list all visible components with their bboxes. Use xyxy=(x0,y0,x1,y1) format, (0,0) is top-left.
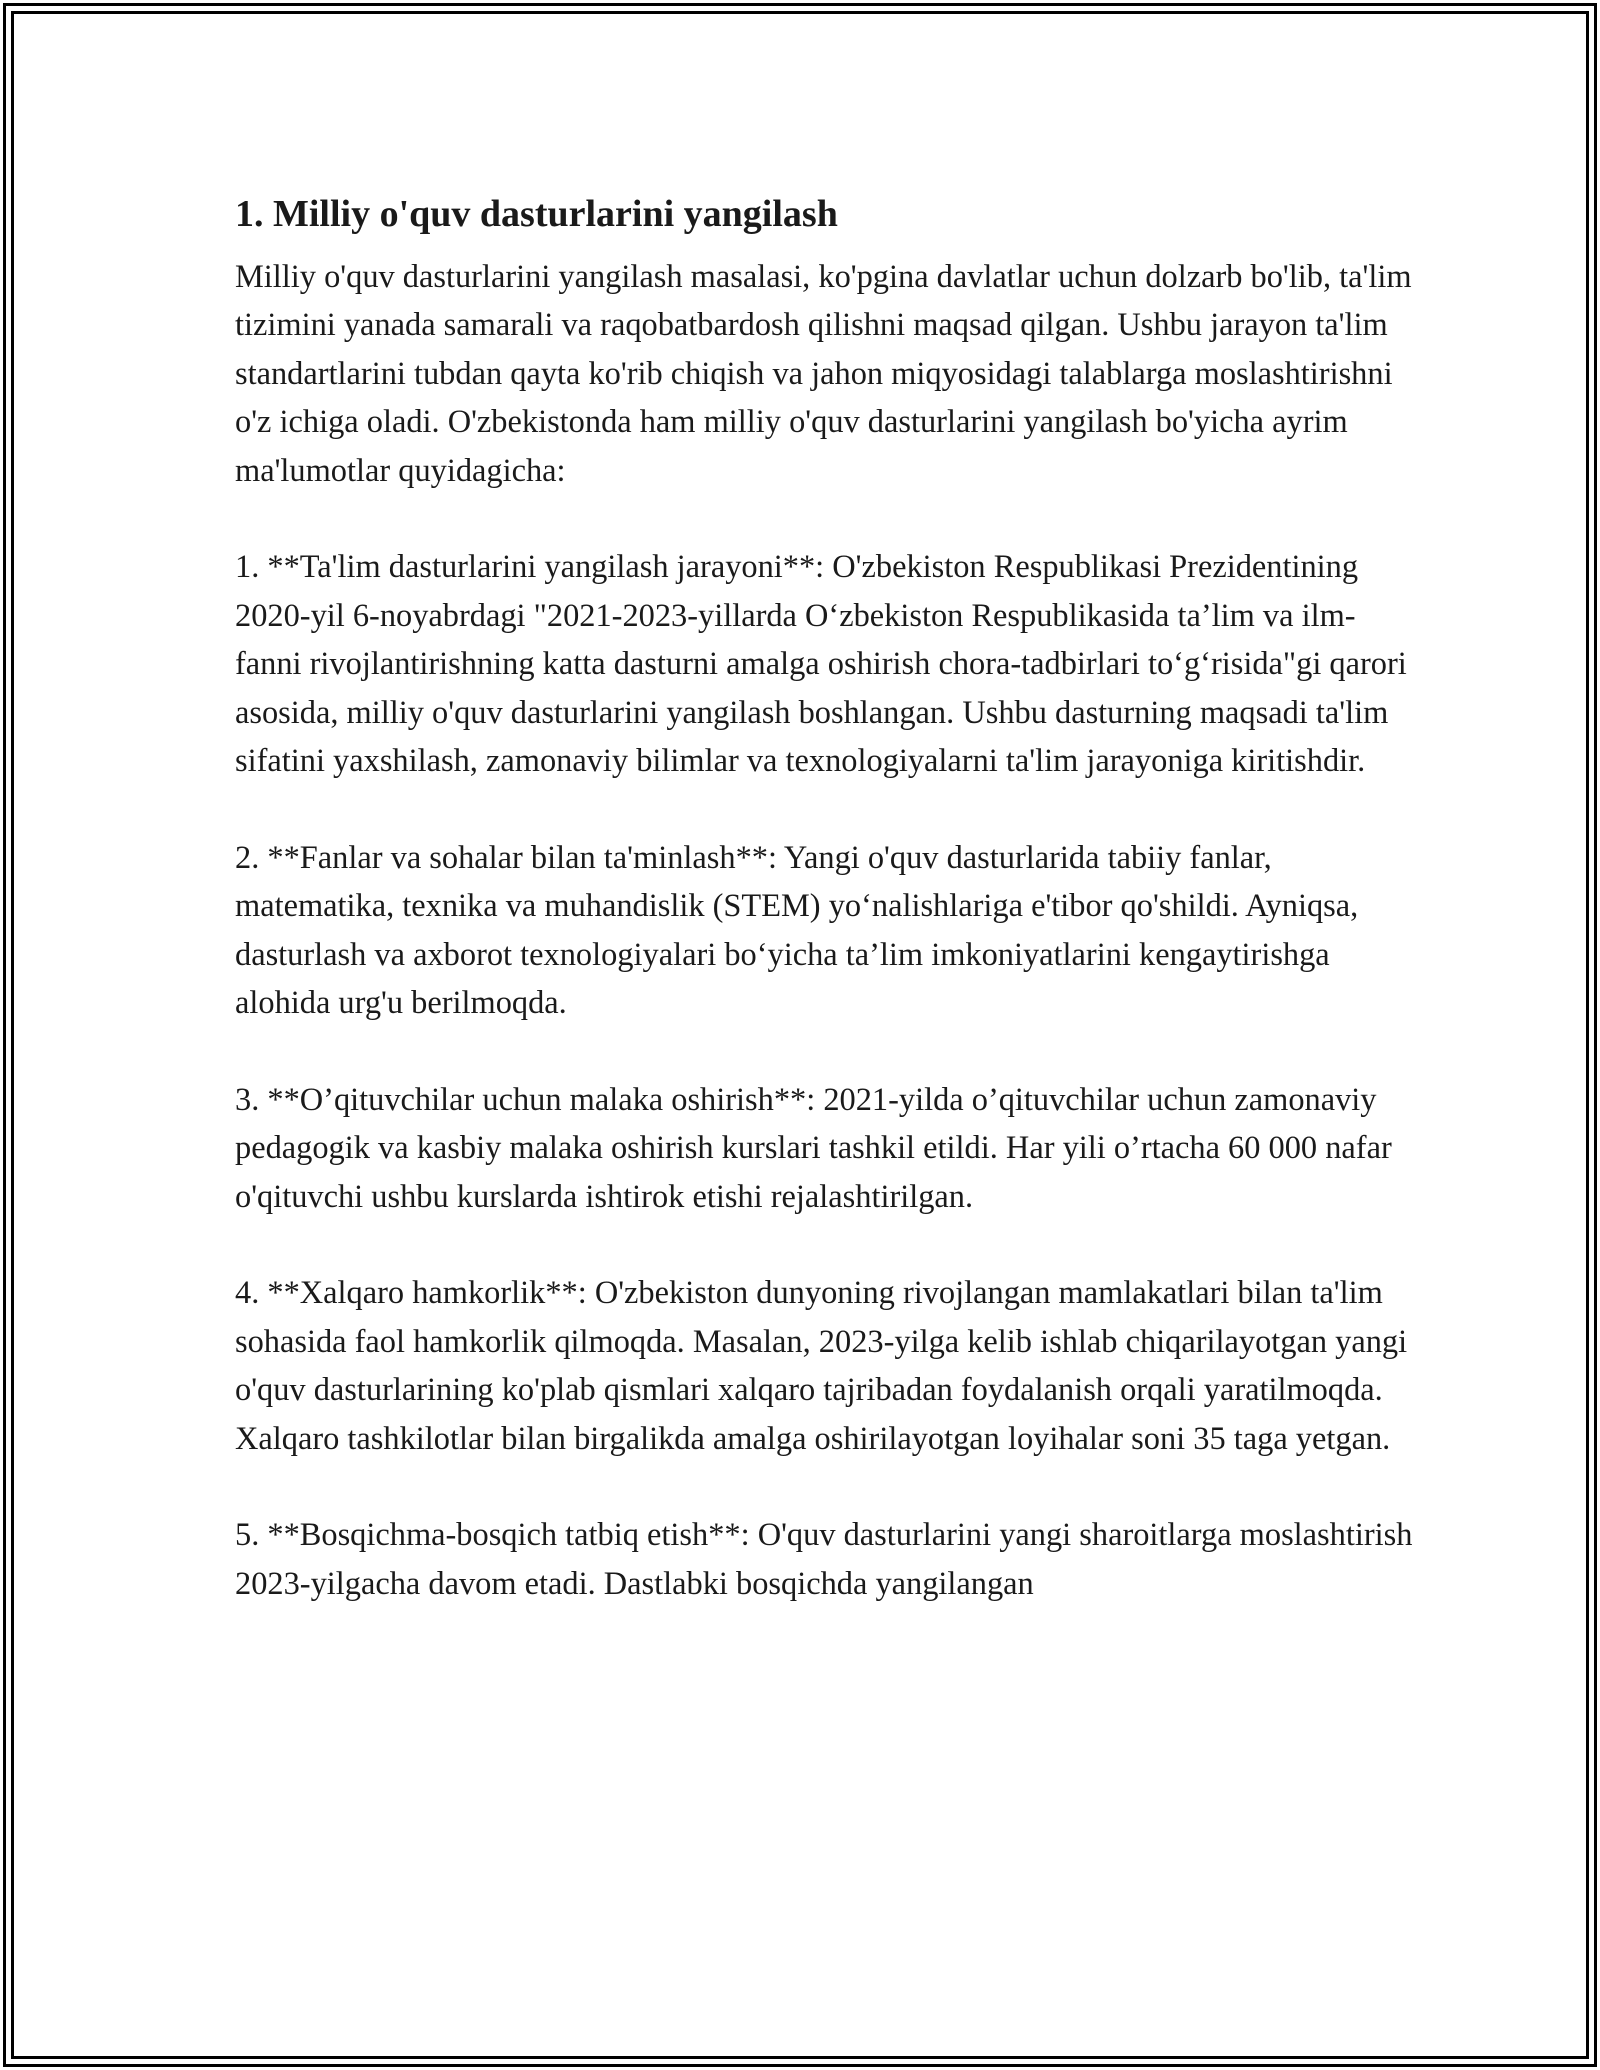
list-item-1: 1. **Ta'lim dasturlarini yangilash jarayoni**: O'zbekiston Respublikasi Prezidentining 2020-yil 6-noyabrdagi "2021-2023-yillarda O‘zbekiston Respublikasida ta’lim va ilm-fanni rivojlantirishning katta dasturni amalga oshirish chora-tadbirlari to‘g‘risida"gi qarori asosida, milliy o'quv dasturlarini yangilash boshlangan. Ushbu dasturning maqsadi ta'lim sifatini yaxshilash, zamonaviy bilimlar va texnologiyalarni ta'lim jarayoniga kiritishdir. xyxy=(235,549,1407,780)
list-item-4: 4. **Xalqaro hamkorlik**: O'zbekiston dunyoning rivojlangan mamlakatlari bilan ta'lim sohasida faol hamkorlik qilmoqda. Masalan, 2023-yilga kelib ishlab chiqarilayotgan yangi o'quv dasturlarining ko'plab qismlari xalqaro tajribadan foydalanish orqali yaratilmoqda. Xalqaro tashkilotlar bilan birgalikda amalga oshirilayotgan loyihalar soni 35 taga yetgan. xyxy=(235,1275,1408,1457)
document-body xyxy=(235,185,1415,1657)
list-item-2: 2. **Fanlar va sohalar bilan ta'minlash**: Yangi o'quv dasturlarida tabiiy fanlar, matematika, texnika va muhandislik (STEM) yo‘nalishlariga e'tibor qo'shildi. Ayniqsa, dasturlash va axborot texnologiyalari bo‘yicha ta’lim imkoniyatlarini kengaytirishga alohida urg'u berilmoqda. xyxy=(235,839,1359,1022)
intro-paragraph: Milliy o'quv dasturlarini yangilash masalasi, ko'pgina davlatlar uchun dolzarb bo'lib, ta'lim tizimini yanada samarali va raqobatbardosh qilishni maqsad qilgan. Ushbu jarayon ta'lim standartlarini tubdan qayta ko'rib chiqish va jahon miqyosidagi talablarga moslashtirishni o'z ichiga oladi. O'zbekistonda ham milliy o'quv dasturlarini yangilash bo'yicha ayrim ma'lumotlar quyidagicha: xyxy=(235,259,1412,489)
list-item-5: 5. **Bosqichma-bosqich tatbiq etish**: O'quv dasturlarini yangi sharoitlarga moslashtirish 2023-yilgacha davom etadi. Dastlabki bosqichda yangilangan xyxy=(235,1517,1413,1602)
list-item-3: 3. **O’qituvchilar uchun malaka oshirish**: 2021-yilda o’qituvchilar uchun zamonaviy pedagogik va kasbiy malaka oshirish kurslari tashkil etildi. Har yili o’rtacha 60 000 nafar o'qituvchi ushbu kurslarda ishtirok etishi rejalashtirilgan. xyxy=(235,1081,1392,1215)
section-heading: 1. Milliy o'quv dasturlarini yangilash xyxy=(235,193,838,235)
